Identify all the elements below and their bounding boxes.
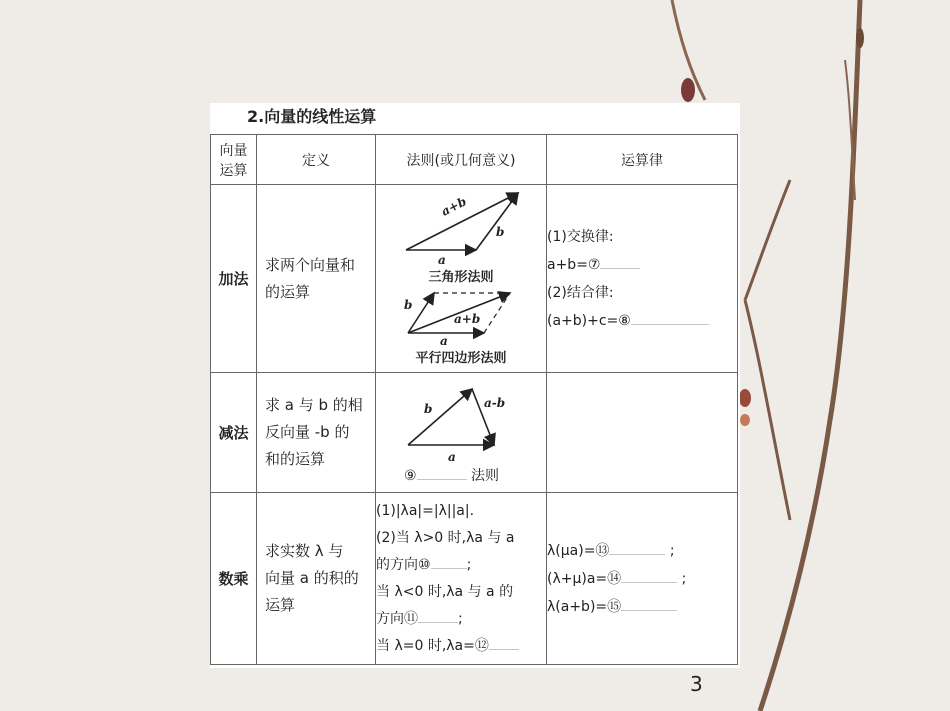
rule-scalar — [376, 493, 547, 665]
scalar-rule-1: (1)|λa|=|λ||a|. — [376, 502, 475, 519]
blank-9[interactable] — [417, 465, 467, 480]
branch-twig-1 — [745, 300, 790, 520]
vector-operations-table — [210, 134, 738, 665]
subtraction-diagram — [376, 377, 544, 465]
def-subtraction — [257, 373, 376, 493]
op-scalar — [211, 493, 257, 665]
def-addition-line2: 的运算 — [265, 282, 311, 301]
rule-addition — [376, 185, 547, 373]
sub-caption-suffix: 法则 — [471, 467, 500, 484]
triangle-rule-diagram — [376, 188, 544, 274]
section-title: 2.向量的线性运算 — [247, 107, 377, 126]
def-addition-line1: 求两个向量和 — [265, 255, 356, 274]
op-addition-label: 加法 — [218, 270, 249, 288]
scalar-law-2-semicolon: ; — [681, 570, 687, 587]
blank-8[interactable] — [631, 310, 709, 325]
para-label-a: a — [440, 333, 448, 347]
scalar-law-3-row — [547, 593, 737, 621]
row-subtraction — [211, 373, 738, 493]
scalar-law-1: λ(μa)=⑬ — [547, 542, 610, 559]
def-scalar — [257, 493, 376, 665]
header-definition: 定义 — [257, 135, 376, 185]
header-operation — [211, 135, 257, 185]
law-associative: (2)结合律: — [547, 284, 614, 301]
para-dashed-right — [484, 293, 510, 333]
sub-label-b: b — [424, 401, 433, 416]
blank-13[interactable] — [609, 540, 665, 555]
header-op-line2: 运算 — [219, 162, 248, 179]
law-subtraction-empty — [547, 373, 738, 493]
def-subtraction-line1: 求 a 与 b 的相 — [265, 396, 363, 414]
law-commutative: (1)交换律: — [547, 228, 614, 245]
law-commutative-eq: a+b=⑦ — [547, 256, 601, 273]
scalar-rule-2b: 的方向⑩ — [376, 556, 431, 573]
scalar-law-3: λ(a+b)=⑮ — [547, 598, 622, 615]
scalar-rule-2b-row — [376, 552, 546, 579]
bud-1 — [681, 78, 695, 102]
header-rule: 法则(或几何意义) — [376, 135, 547, 185]
law-associative-eq: (a+b)+c=⑧ — [547, 312, 631, 329]
scalar-rule-2e: 当 λ=0 时,λa=⑫ — [376, 637, 489, 654]
bud-2 — [739, 389, 751, 407]
scalar-rule-2d: 方向⑪ — [376, 610, 418, 627]
sub-vector-b — [408, 389, 472, 445]
vector-b-arrow — [476, 193, 518, 250]
law-associative-eq-row — [547, 307, 737, 335]
scalar-rule-2c: 当 λ<0 时,λa 与 a 的 — [376, 583, 514, 600]
row-addition — [211, 185, 738, 373]
parallelogram-caption: 平行四边形法则 — [415, 350, 507, 366]
scalar-rule-2d-semicolon: ; — [458, 610, 463, 627]
law-scalar — [547, 493, 738, 665]
para-label-b: b — [404, 297, 413, 312]
law-commutative-eq-row — [547, 251, 737, 279]
scalar-law-2: (λ+μ)a=⑭ — [547, 570, 622, 587]
para-label-sum: a+b — [454, 311, 481, 326]
op-subtraction — [211, 373, 257, 493]
page-number: 3 — [690, 672, 703, 696]
triangle-caption: 三角形法则 — [428, 269, 494, 285]
blank-15[interactable] — [621, 596, 677, 611]
sub-label-diff: a-b — [484, 395, 506, 410]
scalar-rule-2b-semicolon: ; — [466, 556, 472, 573]
law-addition — [547, 185, 738, 373]
sub-caption-prefix: ⑨ — [404, 467, 417, 484]
scalar-rule-2e-row — [376, 633, 546, 660]
header-op-line1: 向量 — [219, 142, 248, 159]
def-scalar-line2: 向量 a 的积的 — [265, 569, 359, 587]
row-scalar — [211, 493, 738, 665]
scalar-law-1-semicolon: ; — [669, 542, 675, 559]
op-addition — [211, 185, 257, 373]
triangle-label-b: b — [496, 224, 505, 239]
op-scalar-label: 数乘 — [218, 570, 249, 588]
scalar-law-1-row — [547, 537, 737, 565]
scalar-rule-2a: (2)当 λ>0 时,λa 与 a — [376, 529, 515, 546]
blank-14[interactable] — [621, 568, 677, 583]
subtraction-caption — [376, 465, 546, 485]
scalar-rule-2d-row — [376, 606, 546, 633]
branch-main — [760, 0, 860, 711]
def-scalar-line1: 求实数 λ 与 — [265, 542, 344, 560]
def-subtraction-line3: 和的运算 — [265, 450, 326, 468]
bud-4 — [856, 28, 864, 48]
header-row — [211, 135, 738, 185]
branch-twig-2 — [745, 180, 790, 300]
blank-10[interactable] — [431, 554, 467, 569]
blank-7[interactable] — [600, 254, 640, 269]
bud-3 — [740, 414, 750, 426]
triangle-label-sum: a+b — [439, 193, 469, 219]
blank-11[interactable] — [418, 608, 458, 623]
def-addition — [257, 185, 376, 373]
sub-label-a: a — [448, 449, 456, 464]
def-subtraction-line2: 反向量 -b 的 — [265, 423, 350, 441]
rule-subtraction — [376, 373, 547, 493]
def-scalar-line3: 运算 — [265, 596, 296, 614]
scalar-law-2-row — [547, 565, 737, 593]
op-subtraction-label: 减法 — [218, 424, 249, 442]
triangle-label-a: a — [438, 252, 446, 267]
header-law: 运算律 — [547, 135, 738, 185]
blank-12[interactable] — [489, 635, 519, 650]
parallelogram-rule-diagram — [376, 285, 544, 347]
